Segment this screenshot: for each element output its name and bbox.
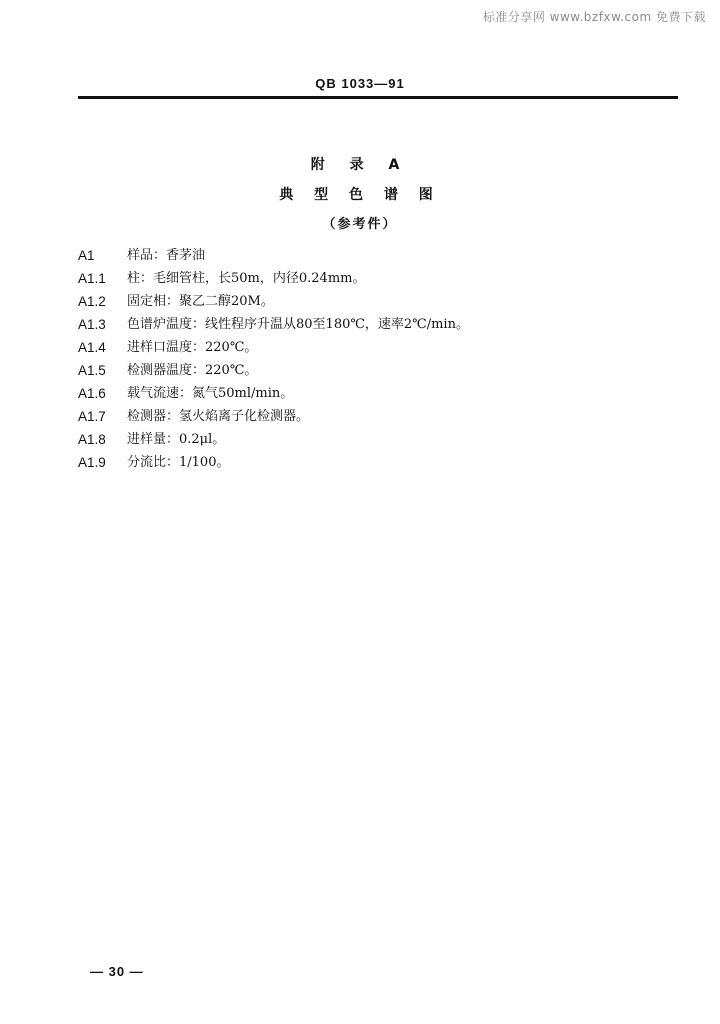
watermark-text: 标准分享网 www.bzfxw.com 免费下载	[482, 10, 706, 24]
item-text: 色谱炉温度：线性程序升温从80至180℃，速率2℃/min。	[127, 317, 469, 332]
list-item	[78, 451, 678, 474]
list-item	[78, 382, 678, 405]
item-text: 固定相：聚乙二醇20M。	[127, 294, 274, 309]
item-number: A1.2	[78, 294, 106, 309]
appendix-label: 附 录 A	[310, 157, 410, 173]
item-number: A1.6	[78, 386, 106, 401]
item-number: A1.5	[78, 363, 106, 378]
list-item	[78, 405, 678, 428]
list-item	[78, 313, 678, 336]
standard-code: QB 1033—91	[315, 76, 405, 91]
header-divider	[78, 96, 678, 99]
item-text: 检测器：氢火焰离子化检测器。	[127, 409, 310, 424]
item-text: 进样量：0.2μl。	[127, 432, 226, 447]
list-item	[78, 428, 678, 451]
item-number: A1.3	[78, 317, 106, 332]
page-title: 典 型 色 谱 图	[279, 187, 441, 203]
item-text: 进样口温度：220℃。	[127, 340, 258, 355]
item-list	[78, 244, 678, 474]
list-item	[78, 290, 678, 313]
list-item	[78, 359, 678, 382]
list-item	[78, 267, 678, 290]
item-text: 分流比：1/100。	[127, 455, 230, 470]
item-text: 检测器温度：220℃。	[127, 363, 258, 378]
item-text: 柱：毛细管柱，长50m，内径0.24mm。	[127, 271, 366, 286]
item-text: 载气流速：氮气50ml/min。	[127, 386, 294, 401]
list-item	[78, 244, 678, 267]
item-number: A1.8	[78, 432, 106, 447]
item-number: A1.9	[78, 455, 106, 470]
page-number: — 30 —	[90, 964, 144, 979]
item-number: A1.7	[78, 409, 106, 424]
item-number: A1.4	[78, 340, 106, 355]
reference-note: （参考件）	[322, 217, 398, 232]
item-text: 样品：香茅油	[127, 248, 206, 263]
item-number: A1	[78, 248, 95, 263]
list-item	[78, 336, 678, 359]
item-number: A1.1	[78, 271, 106, 286]
